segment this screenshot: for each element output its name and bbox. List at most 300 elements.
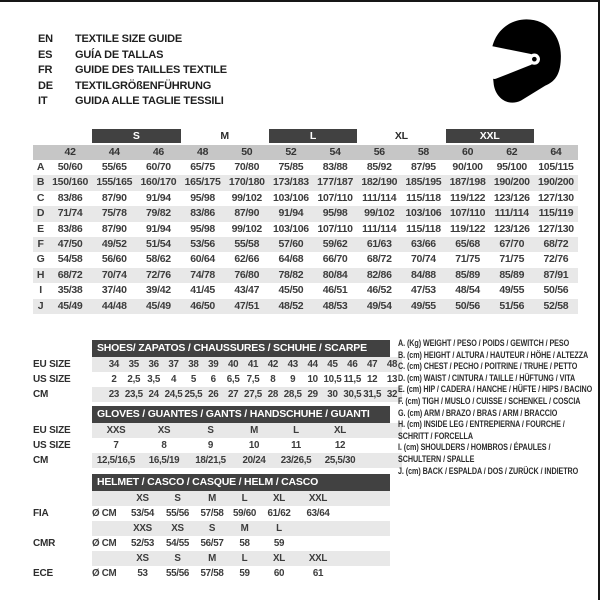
measure-value: 95/98	[322, 207, 348, 220]
measure-value: 44/48	[101, 299, 127, 312]
cell-value	[298, 536, 338, 551]
cell-value: 12	[334, 440, 346, 451]
measure-value: 35/38	[57, 284, 83, 297]
row-cells	[104, 357, 402, 372]
row-label: US SIZE	[33, 374, 71, 385]
cell-value: L	[241, 493, 248, 504]
cell-value: 6	[210, 374, 216, 385]
measure-value: 91/94	[146, 191, 171, 204]
measure-value: 37/40	[101, 284, 127, 297]
cell-value: 23,5	[124, 389, 143, 400]
measure-row-d	[33, 206, 578, 221]
row-cells	[92, 438, 363, 453]
cell-value: 41	[247, 359, 259, 370]
measure-value: 45/49	[146, 299, 171, 312]
cell-value: 61/62	[267, 508, 291, 519]
table-row	[33, 566, 390, 581]
language-title-row	[38, 79, 227, 95]
cell-value: 24	[148, 389, 159, 400]
cell-value: M	[208, 553, 216, 564]
measure-value: 65/68	[455, 237, 480, 250]
measure-value: 47/53	[411, 284, 436, 297]
measure-value: 103/106	[272, 191, 309, 204]
size-group-spacer	[48, 129, 92, 143]
measure-value: 63/66	[411, 237, 436, 250]
size-number: 54	[329, 146, 341, 158]
cell-value: 11,5	[343, 374, 361, 385]
measure-value: 48/54	[455, 284, 480, 297]
cell-value: 8	[270, 374, 276, 385]
measure-value: 85/92	[366, 161, 392, 173]
language-title-row	[38, 63, 227, 79]
cell-value: 39	[208, 359, 219, 370]
measure-value: 47/51	[234, 299, 260, 312]
size-group-xxl: XXL	[446, 129, 534, 143]
cell-value: 47	[367, 359, 378, 370]
cell-value: 18/21,5	[195, 455, 226, 466]
measure-value: 85/89	[455, 268, 480, 281]
measure-value: 72/76	[543, 253, 569, 266]
measure-value: 59/62	[322, 237, 348, 250]
measure-value: 70/74	[411, 253, 436, 266]
row-cells	[92, 491, 338, 506]
measure-value: 87/90	[101, 191, 127, 204]
row-label	[33, 491, 92, 506]
cell-value: 59/60	[232, 508, 257, 519]
cell-value: 34	[108, 359, 120, 370]
cell-value: 4	[170, 374, 177, 385]
measure-letter: D	[36, 207, 45, 220]
measure-value: 155/165	[96, 176, 133, 189]
row-cells	[92, 423, 363, 438]
size-number: 48	[197, 146, 209, 158]
language-code: FR	[38, 64, 53, 77]
legend-line-i: SCHULTERN / SPALLE	[398, 453, 475, 464]
measure-value: 58/62	[146, 253, 171, 266]
row-label: EU SIZE	[33, 425, 71, 436]
cell-value: 38	[188, 359, 199, 370]
legend-line-e: E. (cm) HIP / CADERA / HANCHE / HÜFTE / HIPS / BACINO	[398, 384, 593, 395]
measure-value: 61/63	[366, 237, 392, 250]
measure-value: 68/72	[543, 237, 569, 250]
size-number: 44	[108, 146, 120, 158]
measure-value: 47/50	[57, 237, 83, 250]
measure-value: 78/82	[278, 268, 304, 281]
cell-value: 37	[168, 359, 179, 370]
measure-value: 123/126	[493, 222, 530, 235]
measure-value: 107/110	[317, 191, 353, 204]
measure-letter: J	[37, 299, 44, 312]
measure-value: 111/114	[362, 222, 397, 235]
cell-value: L	[276, 523, 282, 534]
table-row	[33, 491, 390, 506]
legend-line-h: SCHRITT / FORCELLA	[398, 430, 473, 441]
language-code: IT	[38, 95, 48, 108]
cell-value: 12	[367, 374, 378, 385]
row-cells	[92, 566, 338, 581]
gloves-table-title: GLOVES / GUANTES / GANTS / HANDSCHUHE / GUANTI	[92, 406, 390, 423]
size-group-m: M	[220, 130, 229, 142]
measure-letter: G	[36, 253, 45, 266]
measure-value: 49/55	[499, 284, 525, 297]
measure-value: 57/60	[278, 237, 304, 250]
measure-value: 72/76	[146, 268, 171, 281]
cell-value: 26	[208, 389, 219, 400]
measure-value: 173/183	[272, 176, 309, 189]
cell-value	[92, 521, 125, 536]
shoes-table-rows	[33, 357, 402, 402]
measure-value: 74/78	[190, 268, 215, 281]
legend-line-g: G. (cm) ARM / BRAZO / BRAS / ARM / BRACCIO	[398, 407, 558, 418]
language-title-row	[38, 48, 227, 64]
row-label: EU SIZE	[33, 359, 71, 370]
row-label: CM	[33, 389, 49, 400]
cell-value: 59	[273, 538, 285, 549]
measure-value: 185/195	[405, 176, 442, 189]
cell-value: 56/57	[200, 538, 224, 549]
measure-value: 75/78	[101, 207, 127, 220]
cell-value: M	[208, 493, 216, 504]
table-row	[33, 387, 402, 402]
cell-value: 2	[111, 374, 117, 385]
size-number: 60	[462, 146, 474, 158]
racing-helmet-icon	[486, 14, 564, 109]
measure-value: 115/118	[406, 191, 441, 204]
table-row	[33, 506, 390, 521]
language-title-text: GUÍA DE TALLAS	[75, 48, 164, 61]
cell-value: 35	[128, 359, 139, 370]
measure-value: 65/75	[190, 161, 215, 173]
measure-row-c	[33, 191, 578, 206]
measure-value: 60/70	[146, 161, 171, 173]
row-label: CMR	[33, 538, 56, 549]
cell-value: 7	[113, 440, 119, 451]
measure-value: 46/52	[366, 284, 392, 297]
row-band	[92, 566, 390, 581]
measure-value: 119/122	[449, 222, 486, 235]
measure-row-i	[33, 283, 578, 298]
cell-value: 5	[190, 374, 196, 385]
cell-value: 16,5/19	[148, 455, 180, 466]
cell-value: 54/55	[165, 538, 190, 549]
cell-value: 32	[386, 389, 398, 400]
cell-value: 28,5	[283, 389, 302, 400]
cell-value: 3,5	[147, 374, 161, 385]
cell-value: 58	[239, 538, 250, 549]
size-number-spacer	[33, 145, 48, 160]
row-band	[92, 521, 390, 536]
table-row	[33, 438, 402, 453]
cell-value: Ø CM	[92, 538, 117, 549]
measure-value: 66/70	[322, 253, 348, 266]
cell-value	[92, 491, 125, 506]
measure-value: 67/70	[499, 237, 525, 250]
measure-value: 49/55	[411, 299, 436, 312]
measure-value: 80/84	[322, 268, 348, 281]
table-row	[33, 357, 402, 372]
measure-value: 103/106	[405, 207, 442, 220]
cell-value: 29	[307, 389, 318, 400]
cell-value: 13	[386, 374, 398, 385]
measure-value: 165/175	[184, 176, 221, 189]
measure-value: 45/49	[57, 299, 83, 312]
size-group-s: S	[92, 129, 180, 143]
measure-value: 119/122	[449, 191, 486, 204]
row-cells	[92, 521, 338, 536]
measure-value: 115/119	[538, 207, 574, 220]
cell-value: 46	[347, 359, 358, 370]
cell-value: XXL	[308, 493, 328, 504]
table-row	[33, 551, 390, 566]
measure-value: 111/114	[494, 207, 529, 220]
cell-value: 61	[312, 568, 324, 579]
measure-value: 115/118	[406, 222, 441, 235]
cell-value: 28	[267, 389, 279, 400]
language-title-list	[38, 32, 227, 110]
language-title-text: GUIDE DES TAILLES TEXTILE	[75, 64, 227, 77]
cell-value: XL	[273, 553, 285, 564]
cell-value: 10,5	[323, 374, 342, 385]
cell-value: Ø CM	[92, 508, 117, 519]
cell-value: 27	[227, 389, 239, 400]
cell-value: 45	[327, 359, 338, 370]
measure-letter: I	[39, 284, 42, 297]
size-group-row	[33, 129, 578, 143]
measure-value: 68/72	[57, 268, 83, 281]
measure-value: 43/47	[234, 284, 260, 297]
row-band	[92, 387, 402, 402]
measure-value: 107/110	[449, 207, 486, 220]
row-band	[92, 438, 402, 453]
cell-value: 23/26,5	[280, 455, 312, 466]
cell-value: 53/54	[130, 508, 155, 519]
cell-value: 11	[291, 440, 301, 451]
measure-row-g	[33, 252, 578, 267]
cell-value: 55/56	[165, 568, 190, 579]
shoes-size-table	[33, 340, 402, 402]
row-label	[33, 521, 92, 536]
measure-value: 105/115	[538, 161, 574, 173]
measure-value: 50/56	[543, 284, 569, 297]
cell-value: 23	[108, 389, 120, 400]
measure-value: 71/74	[57, 207, 83, 220]
measure-value: 83/86	[57, 191, 83, 204]
row-band	[92, 536, 390, 551]
table-row	[33, 453, 402, 468]
measure-letter: A	[36, 161, 45, 173]
row-label	[33, 551, 92, 566]
cell-value: 48	[386, 359, 398, 370]
legend-line-c: C. (cm) CHEST / PECHO / POITRINE / TRUHE / PETTO	[398, 361, 578, 372]
measure-value: 187/198	[449, 176, 486, 189]
measure-value: 127/130	[537, 222, 574, 235]
measure-value: 95/100	[496, 161, 527, 173]
measure-value: 79/82	[146, 207, 171, 220]
table-row	[33, 521, 390, 536]
size-number: 62	[506, 146, 518, 158]
cell-value: 36	[148, 359, 159, 370]
measure-value: 87/91	[543, 268, 569, 281]
measure-value: 51/54	[146, 237, 171, 250]
cell-value: 59	[239, 568, 250, 579]
cell-value: XL	[273, 493, 285, 504]
measure-value: 51/56	[499, 299, 525, 312]
measure-value: 190/200	[493, 176, 530, 189]
measure-value: 55/65	[101, 161, 127, 173]
size-number: 50	[241, 146, 253, 158]
legend-line-a: A. (Kg) WEIGHT / PESO / POIDS / GEWITCH / PESO	[398, 338, 570, 348]
cell-value: 10	[248, 440, 260, 451]
row-cells	[92, 453, 363, 468]
cell-value: 57/58	[200, 568, 224, 579]
cell-value: 42	[267, 359, 279, 370]
size-group-xl: XL	[394, 130, 408, 142]
shoes-table-title: SHOES/ ZAPATOS / CHAUSSURES / SCHUHE / SCARPE	[92, 340, 390, 357]
cell-value: XS	[136, 553, 149, 564]
measurement-legend	[398, 338, 598, 477]
row-band	[92, 491, 390, 506]
cell-value: L	[293, 425, 299, 436]
row-label: ECE	[33, 568, 53, 579]
cell-value: 20/24	[242, 455, 266, 466]
legend-line-f: F. (cm) TIGH / MUSLO / CUISSE / SCHENKEL / COSCIA	[398, 395, 581, 406]
measure-value: 177/187	[317, 176, 353, 189]
helmet-table-rows	[33, 491, 390, 581]
cell-value: L	[241, 553, 248, 564]
cell-value: 7,5	[246, 374, 260, 385]
row-cells	[92, 506, 338, 521]
cell-value: XXS	[106, 425, 126, 436]
measure-value: 53/56	[190, 237, 215, 250]
cell-value: S	[174, 493, 181, 504]
measure-value: 60/64	[190, 253, 215, 266]
cell-value: 40	[227, 359, 239, 370]
measure-row-a	[33, 160, 578, 175]
helmet-size-table	[33, 474, 390, 581]
measure-value: 107/110	[317, 222, 353, 235]
measure-value: 54/58	[57, 253, 83, 266]
size-group-spacer	[534, 129, 578, 143]
row-label: US SIZE	[33, 440, 71, 451]
language-code: DE	[38, 79, 53, 92]
measure-value: 83/86	[190, 207, 215, 220]
cell-value: 63/64	[306, 508, 330, 519]
measure-value: 103/106	[272, 222, 309, 235]
cell-value: 10	[307, 374, 318, 385]
measure-value: 82/86	[366, 268, 392, 281]
measure-value: 68/72	[366, 253, 392, 266]
measure-value: 85/89	[499, 268, 525, 281]
measure-value: 46/51	[322, 284, 348, 297]
cell-value: XS	[171, 523, 184, 534]
cell-value: XS	[136, 493, 149, 504]
measure-value: 76/80	[234, 268, 260, 281]
measure-value: 62/66	[234, 253, 260, 266]
measure-row-j	[33, 299, 578, 314]
measure-letter: C	[36, 191, 45, 204]
cell-value: Ø CM	[92, 568, 117, 579]
measure-value: 87/95	[411, 161, 436, 173]
cell-value: XXL	[308, 553, 328, 564]
cell-value: 30,5	[343, 389, 362, 400]
cell-value: 24,5	[164, 389, 183, 400]
legend-line-i: I. (cm) SHOULDERS / HOMBROS / ÉPAULES /	[398, 442, 551, 453]
cell-value: 31,5	[363, 389, 382, 400]
cell-value: 52/53	[130, 538, 155, 549]
helmet-table-title: HELMET / CASCO / CASQUE / HELM / CASCO	[92, 474, 390, 491]
row-cells	[104, 372, 402, 387]
language-title-row	[38, 32, 227, 48]
measure-value: 99/102	[364, 207, 395, 220]
cell-value	[298, 521, 338, 536]
measure-letter: F	[37, 237, 44, 250]
measure-value: 39/42	[146, 284, 171, 297]
size-group-spacer	[33, 129, 48, 143]
table-row	[33, 536, 390, 551]
language-title-text: GUIDA ALLE TAGLIE TESSILI	[75, 95, 224, 108]
language-title-text: TEXTILE SIZE GUIDE	[75, 33, 183, 45]
measure-value: 50/60	[57, 161, 83, 173]
measure-value: 71/75	[499, 253, 525, 266]
measure-value: 64/68	[278, 253, 304, 266]
measure-value: 46/50	[190, 299, 215, 312]
measure-value: 49/52	[101, 237, 127, 250]
measure-value: 49/54	[366, 299, 392, 312]
measure-value: 91/94	[146, 222, 171, 235]
cell-value: 53	[137, 568, 148, 579]
measure-value: 50/56	[455, 299, 480, 312]
size-number: 56	[373, 146, 385, 158]
measure-value: 87/90	[101, 222, 127, 235]
measure-value: 84/88	[411, 268, 436, 281]
legend-line-d: D. (cm) WAIST / CINTURA / TAILLE / HÜFTUNG / VITA	[398, 372, 576, 383]
cell-value: XL	[334, 425, 346, 436]
textile-size-table	[33, 129, 578, 314]
cell-value: S	[174, 553, 181, 564]
row-cells	[104, 387, 402, 402]
row-cells	[92, 536, 338, 551]
measure-value: 70/74	[101, 268, 127, 281]
size-number: 42	[64, 146, 76, 158]
size-number: 46	[152, 146, 164, 158]
measure-row-b	[33, 175, 578, 190]
cell-value: XS	[157, 425, 171, 436]
row-band	[92, 423, 402, 438]
cell-value: 25,5	[184, 389, 203, 400]
cell-value: 12,5/16,5	[96, 455, 136, 466]
measure-value: 75/85	[278, 161, 304, 173]
size-number-row	[33, 145, 578, 160]
cell-value: S	[207, 425, 214, 436]
cell-value: 2,5	[127, 374, 141, 385]
row-band	[92, 372, 402, 387]
gloves-table-rows	[33, 423, 402, 468]
size-number: 64	[550, 146, 562, 158]
measure-value: 90/100	[452, 161, 483, 173]
measure-value: 190/200	[537, 176, 574, 189]
cell-value: 9	[290, 374, 296, 385]
language-code: EN	[38, 33, 53, 45]
cell-value: 30	[327, 389, 338, 400]
measure-value: 87/90	[234, 207, 260, 220]
measure-value: 99/102	[231, 191, 262, 204]
cell-value: 55/56	[165, 508, 190, 519]
table-row	[33, 423, 402, 438]
legend-line-h: H. (cm) INSIDE LEG / ENTREPIERNA / FOURCHE /	[398, 419, 565, 430]
legend-line-j: J. (cm) BACK / ESPALDA / DOS / ZURÜCK / INDIETRO	[398, 465, 579, 476]
measure-value: 160/170	[140, 176, 177, 189]
cell-value: 27,5	[244, 389, 262, 400]
